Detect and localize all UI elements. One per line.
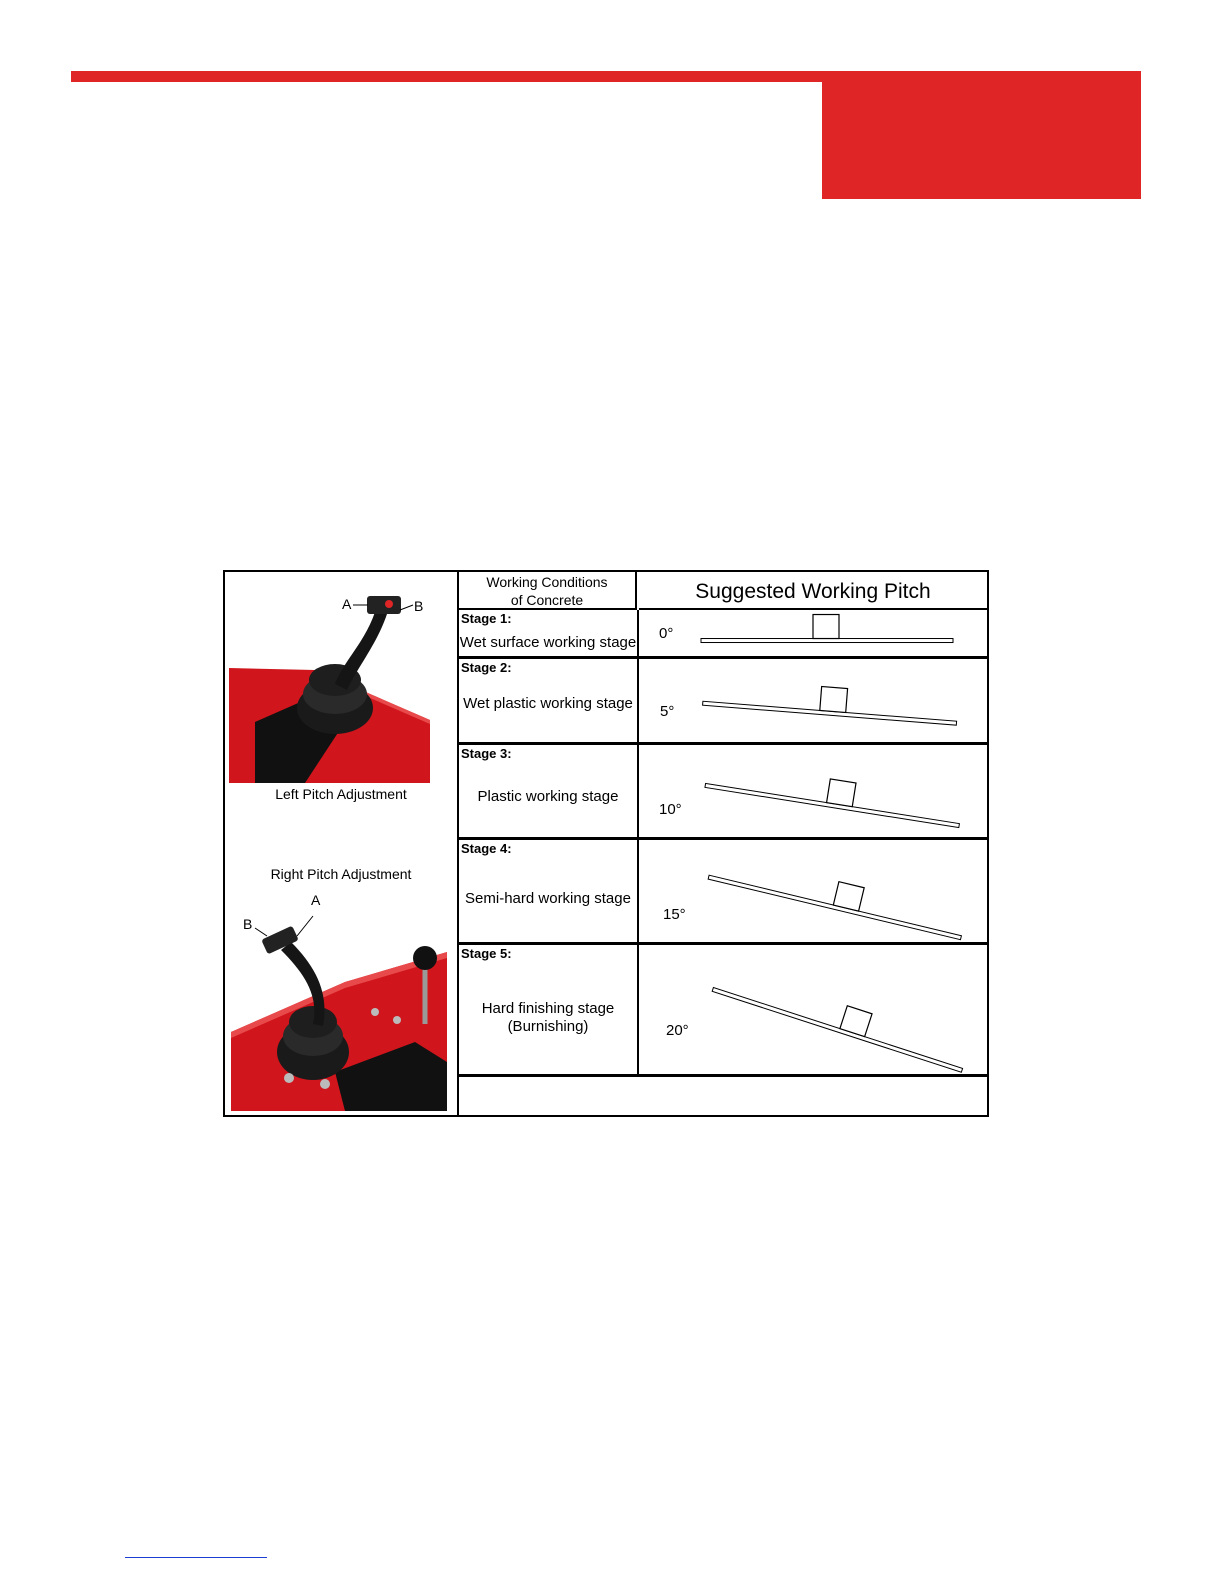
stage-row-2 xyxy=(459,659,987,742)
stage-3-label: Stage 3: xyxy=(461,746,512,761)
stage-4-description: Semi-hard working stage xyxy=(465,890,631,907)
stage-3-pitch-diagram xyxy=(639,745,987,837)
stage-row-4 xyxy=(459,840,987,942)
stage-5-conditions xyxy=(459,945,639,1074)
pitch-pan-group xyxy=(708,852,967,940)
conditions-header-line1: Working Conditions xyxy=(486,574,608,590)
stage-1-conditions xyxy=(459,610,639,656)
conditions-header xyxy=(459,572,637,610)
stage-5-angle: 20° xyxy=(666,1022,689,1039)
stage-1-angle: 0° xyxy=(659,625,674,642)
stage-2-description: Wet plastic working stage xyxy=(463,695,633,712)
control-photos xyxy=(225,572,459,1115)
stage-row-5 xyxy=(459,945,987,1074)
stage-1-pitch-diagram xyxy=(639,610,987,656)
stage-5-pitch-diagram xyxy=(639,945,987,1074)
stage-2-pitch-cell xyxy=(639,659,987,742)
stage-4-label: Stage 4: xyxy=(461,841,512,856)
stage-3-pitch-cell xyxy=(639,745,987,837)
trowel-blade-block xyxy=(813,615,839,639)
stage-5-description: Hard finishing stage xyxy=(481,1000,615,1017)
stage-1-description: Wet surface working stage xyxy=(459,634,637,651)
footer-link-underline xyxy=(125,1557,267,1558)
stage-3-description: Plastic working stage xyxy=(477,788,619,805)
trowel-blade-block xyxy=(827,779,856,807)
stage-4-pitch-diagram xyxy=(639,840,987,942)
stage-5-description-note: (Burnishing) xyxy=(507,1018,589,1035)
stage-5-label: Stage 5: xyxy=(461,946,512,961)
stage-1-label: Stage 1: xyxy=(461,611,512,626)
stage-4-conditions xyxy=(459,840,639,942)
conditions-header-line2: of Concrete xyxy=(510,592,584,608)
trowel-pan xyxy=(712,987,962,1072)
stage-3-conditions xyxy=(459,745,639,837)
pitch-pan-group xyxy=(701,615,953,643)
left-callout-b: B xyxy=(414,598,424,614)
working-pitch-table xyxy=(459,572,987,1115)
pitch-pan-group xyxy=(705,760,963,828)
stage-row-1 xyxy=(459,610,987,656)
right-callout-b: B xyxy=(243,916,253,932)
stage-1-pitch-cell xyxy=(639,610,987,656)
left-pitch-caption: Left Pitch Adjustment xyxy=(275,786,407,802)
right-callout-a: A xyxy=(311,892,321,908)
header-corner-block xyxy=(822,71,1141,199)
row-divider xyxy=(459,1074,987,1077)
pitch-pan-group xyxy=(712,965,970,1073)
right-pitch-control-image xyxy=(225,912,457,1112)
stage-4-angle: 15° xyxy=(663,906,686,923)
right-pitch-caption: Right Pitch Adjustment xyxy=(270,866,412,882)
stage-2-label: Stage 2: xyxy=(461,660,512,675)
pitch-header: Suggested Working Pitch xyxy=(639,572,987,610)
stage-3-angle: 10° xyxy=(659,801,682,818)
stage-2-angle: 5° xyxy=(660,703,675,720)
stage-2-conditions xyxy=(459,659,639,742)
pitch-adjustment-figure xyxy=(223,570,989,1117)
stage-2-pitch-diagram xyxy=(639,659,987,742)
stage-row-3 xyxy=(459,745,987,837)
stage-4-pitch-cell xyxy=(639,840,987,942)
pitch-pan-group xyxy=(703,677,959,725)
trowel-blade-block xyxy=(833,882,864,911)
left-callout-a: A xyxy=(342,596,352,612)
stage-5-pitch-cell xyxy=(639,945,987,1074)
trowel-blade-block xyxy=(820,686,848,712)
trowel-pan xyxy=(708,875,961,939)
